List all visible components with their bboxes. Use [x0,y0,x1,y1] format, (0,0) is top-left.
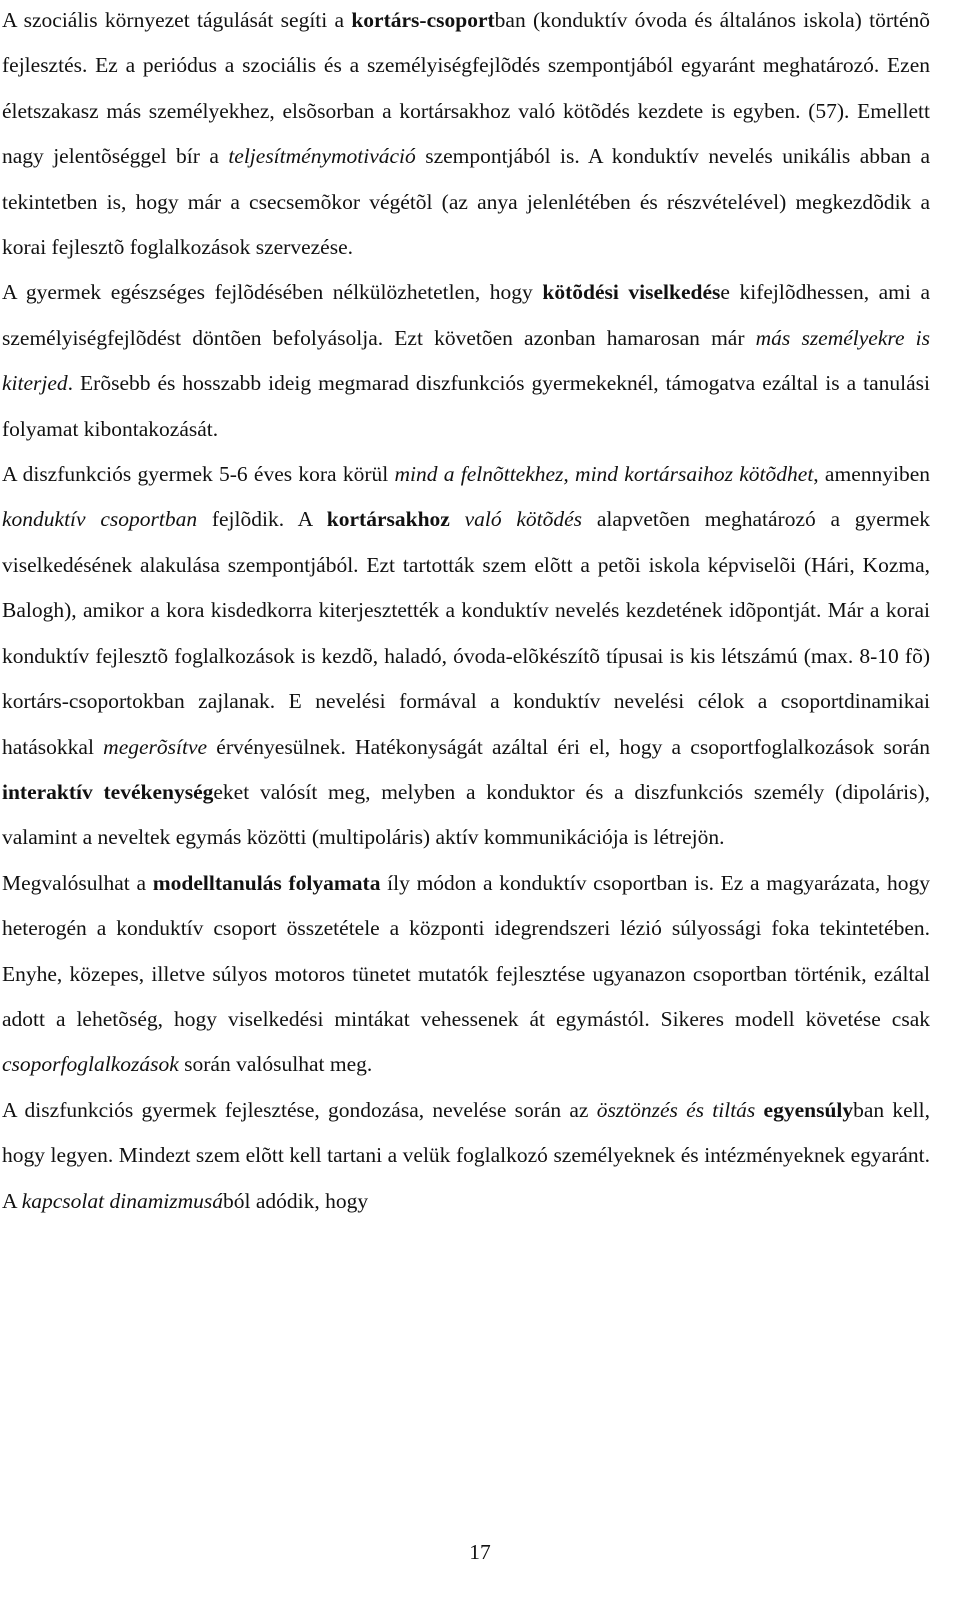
text-run: érvényesülnek. Hatékonyságát azáltal éri el, hogy a csoportfoglalkozások során [207,734,930,759]
text-run: A diszfunkciós gyermek fejlesztése, gondozása, nevelése során az [2,1097,597,1122]
bold-term: kortársakhoz [326,507,450,532]
page-number: 17 [469,1540,491,1564]
italic-term: kapcsolat dinamizmusá [21,1188,223,1213]
paragraph [2,861,930,1088]
text-run: ban (konduktív óvoda és általános iskola) történõ fejlesztés. Ez a periódus a szociális és a személyiségfejlõdés szempontjából egyaránt meghatározó. Ezen életszakasz más személyekhez, elsõsorban a kortársakhoz való kötõdés kezdete is egyben. (57). Emellett nagy jelentõséggel bír a [2,8,931,169]
body-text [2,0,930,1224]
italic-term: megerõsítve [103,734,208,759]
text-run: A diszfunkciós gyermek 5-6 éves kora körül [2,462,395,487]
text-run: fejlõdik. A [197,507,327,532]
bold-term: kortárs-csoport [351,8,495,32]
bold-term: egyensúly [763,1097,854,1122]
text-run: . Erõsebb és hosszabb ideig megmarad diszfunkciós gyermekeknél, támogatva ezáltal is a tanulási folyamat kibontakozását. [2,371,930,441]
text-run: A gyermek egészséges fejlõdésében nélkülözhetetlen, hogy [2,280,543,305]
italic-term: konduktív csoportban [2,507,198,532]
bold-term: interaktív tevékenység [2,779,214,804]
italic-term: más személyekre is kiterjed [2,325,930,396]
italic-term: csoporfoglalkozások [2,1052,179,1077]
italic-term: ösztönzés és tiltás [596,1097,756,1122]
text-run: során valósulhat meg. [178,1052,373,1077]
text-run: e kifejlõdhessen, ami a személyiségfejlõdést döntõen befolyásolja. Ezt követõen azonban hamarosan már [2,280,930,350]
paragraph [2,1088,930,1224]
italic-term: mind a felnõttekhez, mind kortársaihoz kötõdhet [394,462,814,487]
text-run: ból adódik, hogy [222,1188,369,1213]
paragraph [2,452,930,861]
paragraph [2,0,930,270]
bold-term: modelltanulás folyamata [152,870,381,895]
text-run: szempontjából is. A konduktív nevelés unikális abban a tekintetben is, hogy már a csecsemõkor végétõl (az anya jelenlétében és részvételével) megkezdõdik a korai fejlesztõ foglalkozások szervezése. [2,144,930,260]
text-run: Megvalósulhat a [2,870,153,895]
italic-term: teljesítménymotiváció [228,144,416,169]
text-run: A szociális környezet tágulását segíti a [2,8,352,32]
bold-term: kötõdési viselkedés [542,280,721,305]
text-run: íly módon a konduktív csoportban is. Ez a magyarázata, hogy heterogén a konduktív csoport összetétele a központi idegrendszeri lézió súlyossági foka tekintetében. Enyhe, közepes, illetve súlyos motoros tünetet mutatók fejlesztése ugyanazon csoportban történik, ezáltal adott a lehetõség, hogy viselkedési mintákat vehessenek át egymástól. Sikeres modell követése csak [2,870,930,1031]
text-run [755,1098,763,1122]
text-run: , amennyiben [813,462,931,487]
text-run: alapvetõen meghatározó a gyermek viselkedésének alakulása szempontjából. Ezt tartották szem elõtt a petõi iskola képviselõi (Hári, Kozma, Balogh), amikor a kora kisdedkorra kiterjesztették a konduktív nevelés kezdetének idõpontját. Már a korai konduktív fejlesztõ foglalkozások is kezdõ, haladó, óvoda-elõkészítõ típusai is kis létszámú (max. 8-10 fõ) kortárs-csoportokban zajlanak. E nevelési formával a konduktív nevelési célok a csoportdinamikai hatásokkal [2,507,931,759]
text-run [450,507,465,531]
text-run: eket valósít meg, melyben a konduktor és a diszfunkciós személy (dipoláris), valamint a neveltek egymás közötti (multipoláris) aktív kommunikációja is létrejön. [2,779,930,850]
text-run: ban kell, hogy legyen. Mindezt szem elõtt kell tartani a velük foglalkozó személyeknek és intézményeknek egyaránt. A [2,1097,931,1213]
italic-term: való kötõdés [464,507,583,532]
paragraph [2,270,930,452]
